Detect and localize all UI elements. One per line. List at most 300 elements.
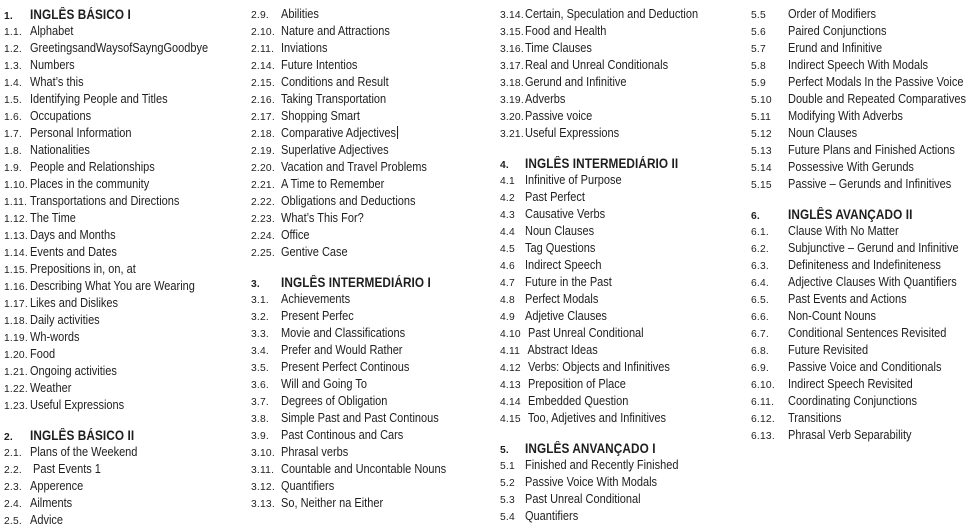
toc-item[interactable] bbox=[500, 6, 735, 23]
item-label: INGLÊS BÁSICO I bbox=[30, 7, 131, 22]
item-label: Personal Information bbox=[30, 126, 132, 140]
item-label: Describing What You are Wearing bbox=[30, 279, 195, 293]
item-number: 3.15. bbox=[500, 27, 524, 38]
item-label: Infinitive of Purpose bbox=[525, 173, 622, 187]
toc-column-1 bbox=[0, 6, 245, 527]
toc-item[interactable] bbox=[251, 142, 490, 159]
toc-item[interactable] bbox=[251, 427, 490, 444]
item-number: 2.17. bbox=[251, 112, 275, 123]
item-number: 4.11 bbox=[500, 346, 521, 357]
toc-item[interactable] bbox=[751, 342, 975, 359]
item-label: Causative Verbs bbox=[525, 207, 606, 221]
toc-item[interactable] bbox=[251, 74, 490, 91]
toc-item[interactable] bbox=[500, 172, 735, 189]
item-label: Time Clauses bbox=[525, 41, 592, 55]
toc-item[interactable] bbox=[751, 308, 975, 325]
item-number: 6.2. bbox=[751, 244, 769, 255]
item-number: 1.23. bbox=[4, 401, 28, 412]
toc-item[interactable] bbox=[751, 40, 975, 57]
item-number: 4.10 bbox=[500, 329, 521, 340]
item-label: Prefer and Would Rather bbox=[281, 343, 403, 357]
item-label: Office bbox=[281, 228, 310, 242]
item-number: 1.20. bbox=[4, 350, 28, 361]
toc-item[interactable] bbox=[4, 23, 245, 40]
item-label: Noun Clauses bbox=[525, 224, 595, 238]
item-label: Possessive With Gerunds bbox=[788, 160, 914, 174]
item-label: Places in the community bbox=[30, 177, 150, 191]
toc-item[interactable] bbox=[751, 325, 975, 342]
toc-item[interactable] bbox=[751, 108, 975, 125]
item-label: A Time to Remember bbox=[281, 177, 385, 191]
toc-column-4 bbox=[735, 6, 975, 527]
item-label: Vacation and Travel Problems bbox=[281, 160, 427, 174]
item-number: 6.12. bbox=[751, 414, 775, 425]
toc-item[interactable] bbox=[4, 295, 245, 312]
toc-item[interactable] bbox=[251, 91, 490, 108]
item-label: Perfect Modals In the Passive Voice bbox=[788, 75, 964, 89]
toc-item[interactable] bbox=[251, 23, 490, 40]
item-number: 1.6. bbox=[4, 112, 22, 123]
section-heading[interactable] bbox=[4, 6, 245, 23]
item-number: 2.18. bbox=[251, 129, 275, 140]
item-label: Shopping Smart bbox=[281, 109, 360, 123]
section-heading[interactable] bbox=[751, 206, 975, 223]
item-label: Past Events 1 bbox=[30, 462, 101, 476]
item-number: 1.15. bbox=[4, 265, 28, 276]
item-number: 5.13 bbox=[751, 146, 772, 157]
toc-item[interactable] bbox=[251, 108, 490, 125]
item-number: 5. bbox=[500, 445, 509, 456]
item-label: Phrasal verbs bbox=[281, 445, 349, 459]
toc-item[interactable] bbox=[4, 142, 245, 159]
item-label: Taking Transportation bbox=[281, 92, 387, 106]
toc-item[interactable] bbox=[4, 40, 245, 57]
item-number: 3.18. bbox=[500, 78, 524, 89]
item-label: Verbs: Objects and Infinitives bbox=[525, 360, 670, 374]
item-number: 5.6 bbox=[751, 27, 766, 38]
toc-item[interactable] bbox=[4, 444, 245, 461]
item-number: 3.20. bbox=[500, 112, 524, 123]
item-number: 5.9 bbox=[751, 78, 766, 89]
item-label: Days and Months bbox=[30, 228, 116, 242]
item-label: INGLÊS INTERMEDIÁRIO I bbox=[281, 275, 431, 290]
item-number: 3. bbox=[251, 279, 260, 290]
toc-item[interactable] bbox=[751, 393, 975, 410]
toc-item[interactable] bbox=[751, 176, 975, 193]
item-label: Numbers bbox=[30, 58, 75, 72]
item-number: 3.3. bbox=[251, 329, 269, 340]
item-label: Obligations and Deductions bbox=[281, 194, 416, 208]
item-number: 2.5. bbox=[4, 516, 22, 527]
toc-item[interactable] bbox=[500, 40, 735, 57]
toc-item[interactable] bbox=[4, 278, 245, 295]
item-label: Modifying With Adverbs bbox=[788, 109, 903, 123]
item-number: 1.21. bbox=[4, 367, 28, 378]
item-number: 3.7. bbox=[251, 397, 269, 408]
toc-item[interactable] bbox=[251, 461, 490, 478]
item-label: Subjunctive – Gerund and Infinitive bbox=[788, 241, 959, 255]
item-label: Clause With No Matter bbox=[788, 224, 899, 238]
item-number: 1.16. bbox=[4, 282, 28, 293]
toc-item[interactable] bbox=[500, 23, 735, 40]
item-label: Coordinating Conjunctions bbox=[788, 394, 918, 408]
toc-item[interactable] bbox=[251, 125, 490, 142]
toc-item[interactable] bbox=[500, 410, 735, 427]
toc-item[interactable] bbox=[500, 491, 735, 508]
toc-item[interactable] bbox=[500, 108, 735, 125]
item-number: 6.8. bbox=[751, 346, 769, 357]
item-number: 1.12. bbox=[4, 214, 28, 225]
item-label: Abstract Ideas bbox=[525, 343, 598, 357]
section-heading[interactable] bbox=[4, 427, 245, 444]
toc-item[interactable] bbox=[4, 461, 245, 478]
item-label: Wh-words bbox=[30, 330, 80, 344]
toc-item[interactable] bbox=[751, 376, 975, 393]
toc-item[interactable] bbox=[500, 359, 735, 376]
item-label: Alphabet bbox=[30, 24, 74, 38]
toc-item[interactable] bbox=[251, 308, 490, 325]
item-number: 1.3. bbox=[4, 61, 22, 72]
item-label: Passive Voice and Conditionals bbox=[788, 360, 942, 374]
toc-column-2 bbox=[245, 6, 490, 527]
item-label: Prepositions in, on, at bbox=[30, 262, 136, 276]
item-label: Phrasal Verb Separability bbox=[788, 428, 912, 442]
item-label: Ailments bbox=[30, 496, 73, 510]
item-number: 4.6 bbox=[500, 261, 515, 272]
item-number: 4.3 bbox=[500, 210, 515, 221]
toc-item[interactable] bbox=[751, 142, 975, 159]
toc-item[interactable] bbox=[251, 176, 490, 193]
item-number: 1.22. bbox=[4, 384, 28, 395]
item-label: Past Unreal Conditional bbox=[525, 326, 644, 340]
toc-item[interactable] bbox=[4, 108, 245, 125]
item-label: Past Events and Actions bbox=[788, 292, 907, 306]
item-label: Occupations bbox=[30, 109, 92, 123]
toc-item[interactable] bbox=[251, 291, 490, 308]
toc-item[interactable] bbox=[4, 193, 245, 210]
item-number: 4.14 bbox=[500, 397, 521, 408]
item-number: 2.19. bbox=[251, 146, 275, 157]
toc-item[interactable] bbox=[4, 227, 245, 244]
toc-item[interactable] bbox=[500, 325, 735, 342]
toc-item[interactable] bbox=[500, 223, 735, 240]
item-number: 1.9. bbox=[4, 163, 22, 174]
item-number: 2.21. bbox=[251, 180, 275, 191]
item-number: 6.11. bbox=[751, 397, 775, 408]
toc-item[interactable] bbox=[251, 495, 490, 512]
toc-item[interactable] bbox=[500, 189, 735, 206]
item-number: 2. bbox=[4, 432, 13, 443]
text-cursor bbox=[397, 126, 398, 139]
item-number: 3.4. bbox=[251, 346, 269, 357]
item-number: 2.3. bbox=[4, 482, 22, 493]
item-number: 2.10. bbox=[251, 27, 275, 38]
item-number: 5.4 bbox=[500, 512, 515, 523]
toc-item[interactable] bbox=[751, 6, 975, 23]
toc-item[interactable] bbox=[251, 393, 490, 410]
item-label: Present Perfect Continous bbox=[281, 360, 410, 374]
toc-item[interactable] bbox=[4, 244, 245, 261]
item-number: 5.7 bbox=[751, 44, 766, 55]
item-label: Adjetive Clauses bbox=[525, 309, 607, 323]
toc-item[interactable] bbox=[251, 227, 490, 244]
toc-item[interactable] bbox=[251, 210, 490, 227]
item-label: Achievements bbox=[281, 292, 351, 306]
toc-item[interactable] bbox=[4, 159, 245, 176]
toc-item[interactable] bbox=[251, 40, 490, 57]
item-label: Useful Expressions bbox=[30, 398, 125, 412]
toc-item[interactable] bbox=[751, 274, 975, 291]
toc-item[interactable] bbox=[4, 380, 245, 397]
toc-item[interactable] bbox=[4, 176, 245, 193]
item-label: Gerund and Infinitive bbox=[525, 75, 627, 89]
item-label: Countable and Uncontable Nouns bbox=[281, 462, 447, 476]
toc-item[interactable] bbox=[251, 6, 490, 23]
item-number: 3.5. bbox=[251, 363, 269, 374]
item-label: INGLÊS AVANÇADO II bbox=[788, 207, 913, 222]
item-label: Weather bbox=[30, 381, 72, 395]
toc-item[interactable] bbox=[251, 342, 490, 359]
item-number: 6. bbox=[751, 211, 760, 222]
item-label: Simple Past and Past Continous bbox=[281, 411, 439, 425]
item-label: Superlative Adjectives bbox=[281, 143, 389, 157]
item-label: Conditional Sentences Revisited bbox=[788, 326, 947, 340]
item-label: GreetingsandWaysofSayngGoodbye bbox=[30, 41, 209, 55]
item-label: Future Intentios bbox=[281, 58, 358, 72]
item-number: 5.11 bbox=[751, 112, 772, 123]
item-number: 4. bbox=[500, 160, 509, 171]
toc-item[interactable] bbox=[251, 359, 490, 376]
item-number: 5.10 bbox=[751, 95, 772, 106]
toc-item[interactable] bbox=[500, 91, 735, 108]
item-number: 3.21. bbox=[500, 129, 524, 140]
item-label: Ongoing activities bbox=[30, 364, 117, 378]
toc-item[interactable] bbox=[751, 359, 975, 376]
item-number: 6.5. bbox=[751, 295, 769, 306]
toc-item[interactable] bbox=[751, 57, 975, 74]
toc-item[interactable] bbox=[500, 74, 735, 91]
toc-item[interactable] bbox=[251, 57, 490, 74]
item-number: 1.7. bbox=[4, 129, 22, 140]
item-number: 5.1 bbox=[500, 461, 515, 472]
toc-item[interactable] bbox=[251, 244, 490, 261]
toc-item[interactable] bbox=[4, 312, 245, 329]
item-label: Indirect Speech Revisited bbox=[788, 377, 913, 391]
item-label: People and Relationships bbox=[30, 160, 155, 174]
item-label: Future in the Past bbox=[525, 275, 612, 289]
toc-item[interactable] bbox=[500, 393, 735, 410]
toc-item[interactable] bbox=[500, 308, 735, 325]
item-number: 2.15. bbox=[251, 78, 275, 89]
toc-item[interactable] bbox=[251, 159, 490, 176]
section-heading[interactable] bbox=[500, 440, 735, 457]
item-label: Identifying People and Titles bbox=[30, 92, 168, 106]
item-number: 1.5. bbox=[4, 95, 22, 106]
toc-item[interactable] bbox=[751, 91, 975, 108]
toc-item[interactable] bbox=[751, 410, 975, 427]
item-label: Comparative Adjectives bbox=[281, 126, 396, 140]
item-label: Plans of the Weekend bbox=[30, 445, 138, 459]
item-label: INGLÊS BÁSICO II bbox=[30, 428, 135, 443]
item-number: 1.2. bbox=[4, 44, 22, 55]
item-number: 2.24. bbox=[251, 231, 275, 242]
toc-item[interactable] bbox=[500, 257, 735, 274]
item-label: Indirect Speech With Modals bbox=[788, 58, 929, 72]
toc-item[interactable] bbox=[500, 57, 735, 74]
item-label: INGLÊS INTERMEDIÁRIO II bbox=[525, 156, 679, 171]
item-number: 1.14. bbox=[4, 248, 28, 259]
item-number: 3.9. bbox=[251, 431, 269, 442]
item-number: 5.15 bbox=[751, 180, 772, 191]
item-number: 4.15 bbox=[500, 414, 521, 425]
item-label: What’s This For? bbox=[281, 211, 364, 225]
item-number: 3.2. bbox=[251, 312, 269, 323]
item-label: Order of Modifiers bbox=[788, 7, 877, 21]
toc-item[interactable] bbox=[751, 291, 975, 308]
item-number: 2.25. bbox=[251, 248, 275, 259]
toc-item[interactable] bbox=[500, 291, 735, 308]
toc-item[interactable] bbox=[4, 91, 245, 108]
toc-item[interactable] bbox=[4, 261, 245, 278]
item-number: 5.5 bbox=[751, 10, 766, 21]
item-number: 1.18. bbox=[4, 316, 28, 327]
toc-item[interactable] bbox=[500, 376, 735, 393]
item-label: Food and Health bbox=[525, 24, 607, 38]
item-number: 3.10. bbox=[251, 448, 275, 459]
toc-item[interactable] bbox=[500, 274, 735, 291]
toc-item[interactable] bbox=[4, 329, 245, 346]
toc-item[interactable] bbox=[751, 23, 975, 40]
item-number: 2.23. bbox=[251, 214, 275, 225]
item-number: 3.1. bbox=[251, 295, 269, 306]
item-label: Adverbs bbox=[525, 92, 566, 106]
item-label: Paired Conjunctions bbox=[788, 24, 887, 38]
item-number: 3.11. bbox=[251, 465, 275, 476]
item-number: 5.12 bbox=[751, 129, 772, 140]
item-number: 6.13. bbox=[751, 431, 775, 442]
toc-item[interactable] bbox=[4, 512, 245, 527]
toc-item[interactable] bbox=[251, 376, 490, 393]
item-label: Finished and Recently Finished bbox=[525, 458, 679, 472]
toc-item[interactable] bbox=[4, 495, 245, 512]
item-number: 3.6. bbox=[251, 380, 269, 391]
item-number: 4.7 bbox=[500, 278, 515, 289]
item-label: Advice bbox=[30, 513, 64, 527]
item-label: The Time bbox=[30, 211, 76, 225]
toc-item[interactable] bbox=[4, 125, 245, 142]
toc-item[interactable] bbox=[251, 478, 490, 495]
toc-item[interactable] bbox=[751, 240, 975, 257]
item-number: 3.19. bbox=[500, 95, 524, 106]
item-label: Certain, Speculation and Deduction bbox=[525, 7, 699, 21]
item-number: 1.10. bbox=[4, 180, 28, 191]
item-number: 1.1. bbox=[4, 27, 22, 38]
item-label: Passive voice bbox=[525, 109, 593, 123]
toc-item[interactable] bbox=[4, 57, 245, 74]
toc-item[interactable] bbox=[251, 325, 490, 342]
item-number: 4.12 bbox=[500, 363, 521, 374]
toc-item[interactable] bbox=[751, 159, 975, 176]
toc-item[interactable] bbox=[4, 363, 245, 380]
toc-item[interactable] bbox=[751, 223, 975, 240]
item-label: Future Revisited bbox=[788, 343, 869, 357]
item-label: Preposition of Place bbox=[525, 377, 626, 391]
toc-item[interactable] bbox=[251, 193, 490, 210]
item-number: 1. bbox=[4, 11, 13, 22]
toc-item[interactable] bbox=[500, 508, 735, 525]
toc-item[interactable] bbox=[4, 210, 245, 227]
item-label: Perfect Modals bbox=[525, 292, 599, 306]
toc-item[interactable] bbox=[751, 125, 975, 142]
section-heading[interactable] bbox=[251, 274, 490, 291]
section-heading[interactable] bbox=[500, 155, 735, 172]
toc-item[interactable] bbox=[4, 74, 245, 91]
item-label: Passive – Gerunds and Infinitives bbox=[788, 177, 952, 191]
item-label: Indirect Speech bbox=[525, 258, 602, 272]
toc-item[interactable] bbox=[4, 478, 245, 495]
toc-column-3 bbox=[490, 6, 735, 527]
item-label: Transportations and Directions bbox=[30, 194, 180, 208]
item-number: 2.20. bbox=[251, 163, 275, 174]
toc-item[interactable] bbox=[500, 457, 735, 474]
item-label: Past Perfect bbox=[525, 190, 585, 204]
toc-item[interactable] bbox=[751, 427, 975, 444]
item-number: 4.1 bbox=[500, 176, 515, 187]
toc-item[interactable] bbox=[751, 257, 975, 274]
toc-item[interactable] bbox=[251, 410, 490, 427]
item-number: 4.9 bbox=[500, 312, 515, 323]
toc-item[interactable] bbox=[500, 474, 735, 491]
item-number: 1.8. bbox=[4, 146, 22, 157]
item-label: Degrees of Obligation bbox=[281, 394, 388, 408]
toc-item[interactable] bbox=[4, 397, 245, 414]
item-number: 2.2. bbox=[4, 465, 22, 476]
toc-item[interactable] bbox=[751, 74, 975, 91]
item-label: Events and Dates bbox=[30, 245, 117, 259]
toc-item[interactable] bbox=[500, 206, 735, 223]
item-label: Real and Unreal Conditionals bbox=[525, 58, 669, 72]
toc-item[interactable] bbox=[500, 342, 735, 359]
toc-item[interactable] bbox=[500, 240, 735, 257]
item-label: Embedded Question bbox=[525, 394, 629, 408]
item-number: 1.19. bbox=[4, 333, 28, 344]
item-number: 6.10. bbox=[751, 380, 775, 391]
item-number: 6.3. bbox=[751, 261, 769, 272]
toc-item[interactable] bbox=[4, 346, 245, 363]
item-label: INGLÊS ANVANÇADO I bbox=[525, 441, 656, 456]
item-label: Double and Repeated Comparatives bbox=[788, 92, 966, 106]
item-label: Abilities bbox=[281, 7, 319, 21]
item-label: Daily activities bbox=[30, 313, 100, 327]
toc-item[interactable] bbox=[500, 125, 735, 142]
item-number: 1.17. bbox=[4, 299, 28, 310]
item-label: Gentive Case bbox=[281, 245, 348, 259]
item-label: Tag Questions bbox=[525, 241, 596, 255]
item-label: Too, Adjetives and Infinitives bbox=[525, 411, 667, 425]
item-label: Useful Expressions bbox=[525, 126, 620, 140]
item-number: 2.22. bbox=[251, 197, 275, 208]
item-label: So, Neither na Either bbox=[281, 496, 384, 510]
item-number: 6.7. bbox=[751, 329, 769, 340]
item-number: 1.4. bbox=[4, 78, 22, 89]
item-label: Will and Going To bbox=[281, 377, 368, 391]
item-number: 6.1. bbox=[751, 227, 769, 238]
toc-item[interactable] bbox=[251, 444, 490, 461]
item-label: Passive Voice With Modals bbox=[525, 475, 658, 489]
item-label: Quantifiers bbox=[281, 479, 335, 493]
item-label: Nature and Attractions bbox=[281, 24, 390, 38]
item-number: 2.1. bbox=[4, 448, 22, 459]
